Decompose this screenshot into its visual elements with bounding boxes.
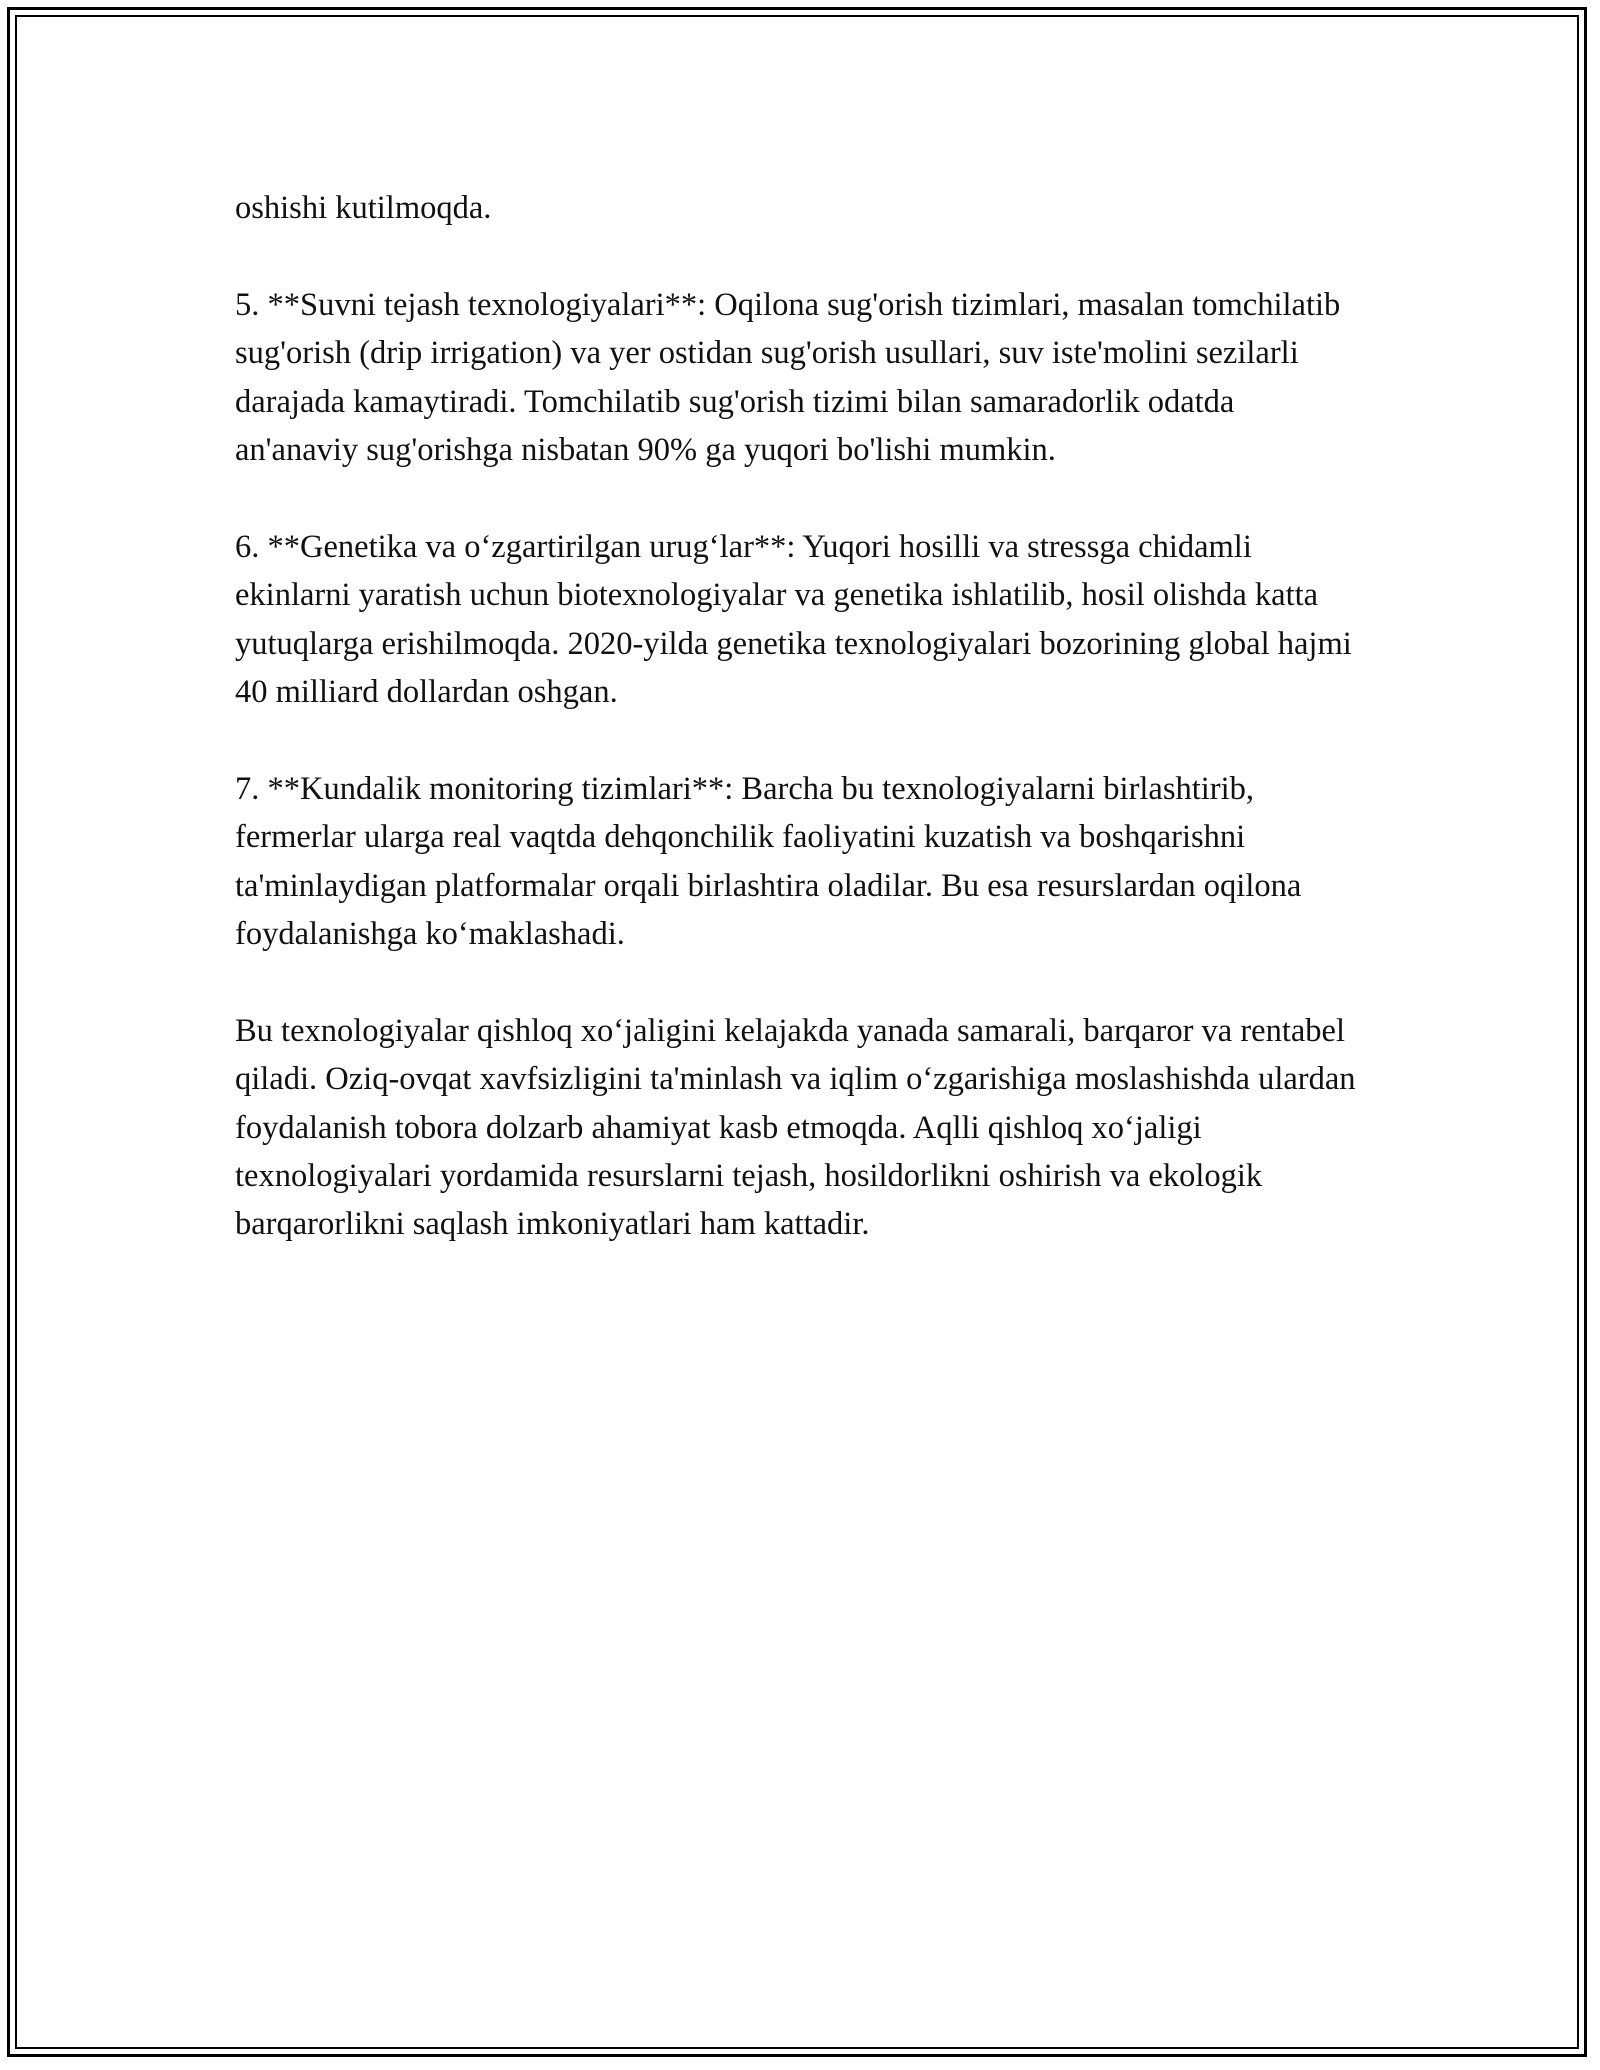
paragraph-item-6-genetics: 6. **Genetika va o‘zgartirilgan urug‘lar**: Yuqori hosilli va stressga chidamli ekinlarni yaratish uchun biotexnologiyalar va genetika ishlatilib, hosil olishda katta yutuqlarga erishilmoqda. 2020-yilda genetika texnologiyalari bozorining global hajmi 40 milliard dollardan oshgan.: [235, 528, 1352, 711]
paragraph-item-7-monitoring: 7. **Kundalik monitoring tizimlari**: Barcha bu texnologiyalarni birlashtirib, fermerlar ularga real vaqtda dehqonchilik faoliyatini kuzatish va boshqarishni ta'minlaydigan platformalar orqali birlashtira oladilar. Bu esa resurslardan oqilona foydalanishga ko‘maklashadi.: [235, 770, 1302, 953]
document-body: [235, 184, 1365, 1249]
paragraph-item-5-water-saving: 5. **Suvni tejash texnologiyalari**: Oqilona sug'orish tizimlari, masalan tomchilatib sug'orish (drip irrigation) va yer ostidan sug'orish usullari, suv iste'molini sezilarli darajada kamaytiradi. Tomchilatib sug'orish tizimi bilan samaradorlik odatda an'anaviy sug'orishga nisbatan 90% ga yuqori bo'lishi mumkin.: [235, 286, 1341, 469]
paragraph-continuation: oshishi kutilmoqda.: [235, 190, 492, 226]
paragraph-conclusion: Bu texnologiyalar qishloq xo‘jaligini kelajakda yanada samarali, barqaror va rentabel qiladi. Oziq-ovqat xavfsizligini ta'minlash va iqlim o‘zgarishiga moslashishda ulardan foydalanish tobora dolzarb ahamiyat kasb etmoqda. Aqlli qishloq xo‘jaligi texnologiyalari yordamida resurslarni tejash, hosildorlikni oshirish va ekologik barqarorlikni saqlash imkoniyatlari ham kattadir.: [235, 1012, 1356, 1243]
